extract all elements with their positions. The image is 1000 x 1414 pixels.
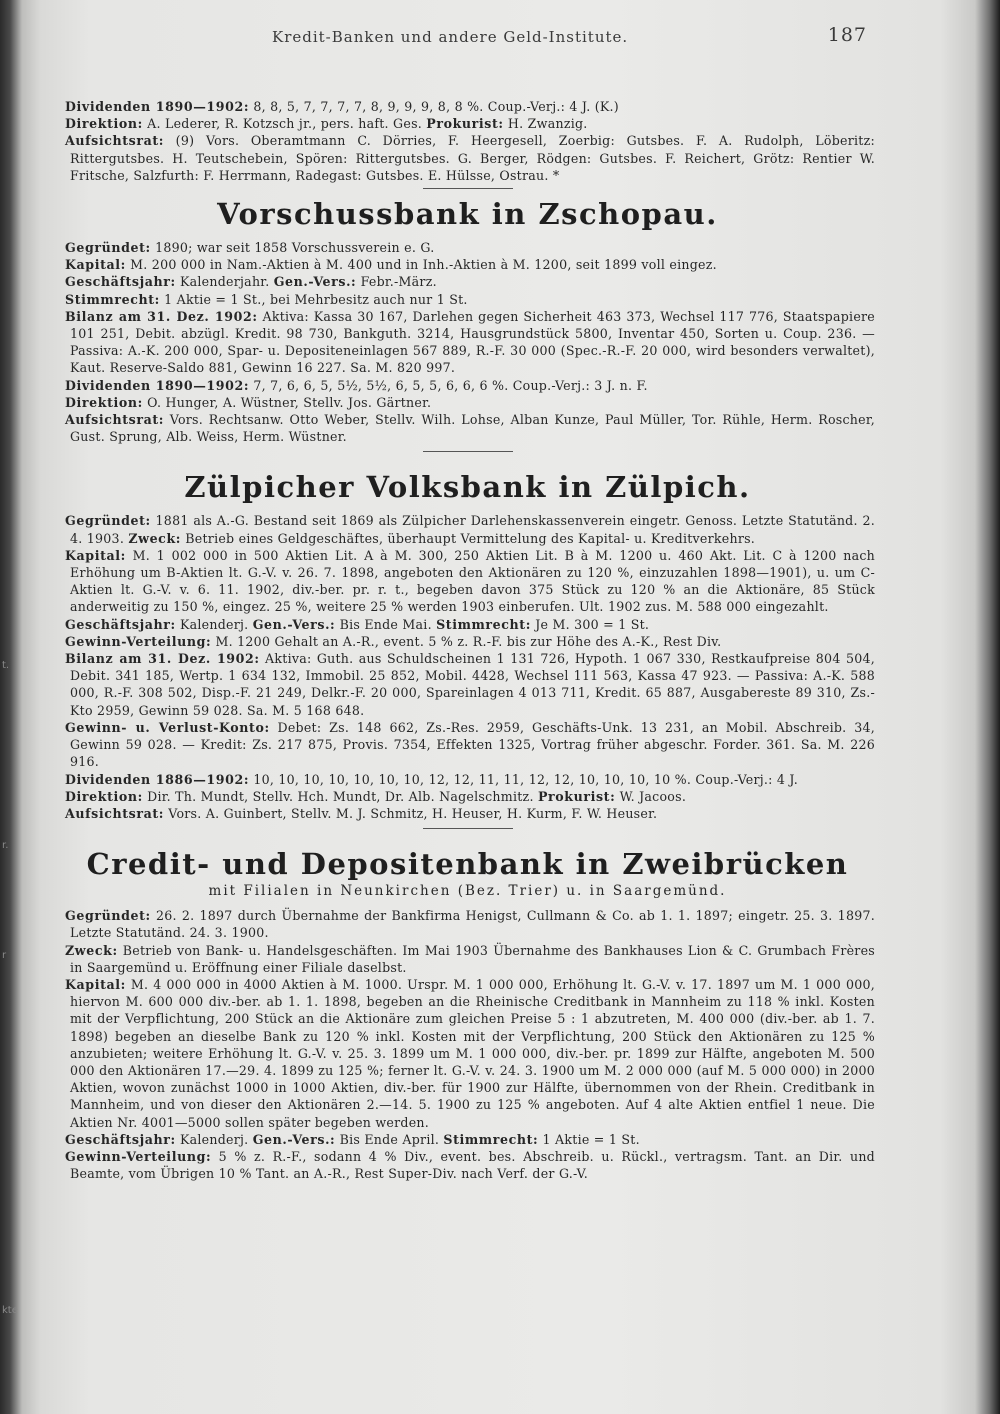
entry-paragraph: Aufsichtsrat: (9) Vors. Oberamtmann C. Dörries, F. Heergesell, Zoerbig: Gutsbes. F. A. Rudolph, Löberitz: Rittergutsbes. H. Teutschebein, Spören: Rittergutsbes. G. Berger, Rödgen: Gutsbes. F. Reichert, Grötz: Rentier W. Fritsche, Salzfurth: F. Herrmann, Radegast: Gutsbes. E. Hülsse, Ostrau. * (65, 133, 875, 183)
separator-rule (423, 188, 513, 189)
entry-paragraph: Dividenden 1890—1902: 7, 7, 6, 6, 5, 5½, 5½, 6, 5, 5, 6, 6, 6 %. Coup.-Verj.: 3 J. n. F. (65, 377, 648, 393)
entry-paragraph: Geschäftsjahr: Kalenderjahr. Gen.-Vers.: Febr.-März. (65, 274, 437, 290)
margin-fragment: r. (2, 840, 9, 851)
entry-paragraph: Geschäftsjahr: Kalenderj. Gen.-Vers.: Bis Ende April. Stimmrecht: 1 Aktie = 1 St. (65, 1131, 640, 1147)
section-title: Credit- und Depositenbank in Zweibrücken (86, 847, 849, 882)
entry-paragraph: Gewinn-Verteilung: M. 1200 Gehalt an A.-R., event. 5 % z. R.-F. bis zur Höhe des A.-K., Rest Div. (65, 633, 722, 649)
running-title: Kredit-Banken und andere Geld-Institute. (272, 28, 629, 46)
entry-paragraph: Bilanz am 31. Dez. 1902: Aktiva: Guth. aus Schuldscheinen 1 131 726, Hypoth. 1 067 330, Restkaufpreise 804 504, Debit. 341 185, Wertp. 1 634 132, Immobil. 25 852, Mobil. 4428, Wechsel 111 563, Kassa 47 923. — Passiva: A.-K. 588 000, R.-F. 308 502, Disp.-F. 21 249, Delkr.-F. 20 000, Spareinlagen 4 013 711, Kredit. 65 887, Ausgabereste 89 310, Zs.-Kto 2959, Gewinn 59 028. Sa. M. 5 168 648. (65, 651, 875, 718)
entry-paragraph: Bilanz am 31. Dez. 1902: Aktiva: Kassa 30 167, Darlehen gegen Sicherheit 463 373, Wechsel 117 776, Staatspapiere 101 251, Debit. abzügl. Kredit. 98 730, Bankguth. 3214, Hausgrundstück 5800, Inventar 450, Sorten u. Coup. 236. — Passiva: A.-K. 200 000, Spar- u. Depositeneinlagen 567 889, R.-F. 30 000 (Spec.-R.-F. 20 000, wird besonders verwaltet), Kaut. Reserve-Saldo 881, Gewinn 16 227. Sa. M. 820 997. (65, 308, 875, 376)
entry-paragraph: Stimmrecht: 1 Aktie = 1 St., bei Mehrbesitz auch nur 1 St. (65, 291, 468, 307)
entry-paragraph: Gegründet: 1890; war seit 1858 Vorschussverein e. G. (65, 240, 435, 256)
previous-entry-continuation (60, 98, 875, 184)
margin-fragment: t. (2, 660, 10, 671)
entry-paragraph: Direktion: A. Lederer, R. Kotzsch jr., pers. haft. Ges. Prokurist: H. Zwanzig. (65, 116, 588, 132)
entry-paragraph: Aufsichtsrat: Vors. A. Guinbert, Stellv. M. J. Schmitz, H. Heuser, H. Kurm, F. W. Heuser. (65, 805, 658, 821)
entry-paragraph: Dividenden 1886—1902: 10, 10, 10, 10, 10, 10, 10, 12, 12, 11, 11, 12, 12, 10, 10, 10, 10 %. Coup.-Verj.: 4 J. (65, 771, 798, 787)
margin-fragment: r (2, 950, 7, 961)
entry-paragraph: Gegründet: 1881 als A.-G. Bestand seit 1869 als Zülpicher Darlehenskassenverein eingetr. Genoss. Letzte Statutänd. 2. 4. 1903. Zweck: Betrieb eines Geldgeschäftes, überhaupt Vermittelung des Kapital- u. Kreditverkehrs. (65, 513, 875, 546)
section-body (60, 239, 875, 445)
entry-paragraph: Aufsichtsrat: Vors. Rechtsanw. Otto Weber, Stellv. Wilh. Lohse, Alban Kunze, Paul Müller, Tor. Rühle, Herm. Roscher, Gust. Sprung, Alb. Weiss, Herm. Wüstner. (65, 412, 875, 445)
separator-rule (423, 828, 513, 829)
entry-paragraph: Kapital: M. 200 000 in Nam.-Aktien à M. 400 und in Inh.-Aktien à M. 1200, seit 1899 voll eingez. (65, 257, 717, 273)
entry-paragraph: Zweck: Betrieb von Bank- u. Handelsgeschäften. Im Mai 1903 Übernahme des Bankhauses Lion & C. Grumbach Frères in Saargemünd u. Eröffnung einer Filiale daselbst. (65, 942, 875, 975)
separator-rule (423, 451, 513, 452)
section-subtitle: mit Filialen in Neunkirchen (Bez. Trier) u. in Saargemünd. (208, 883, 727, 900)
entry-paragraph: Gewinn-Verteilung: 5 % z. R.-F., sodann 4 % Div., event. bes. Abschreib. u. Rückl., vertragsm. Tant. an Dir. und Beamte, vom Übrigen 10 % Tant. an A.-R., Rest Super-Div. nach Verf. der G.-V. (65, 1148, 875, 1182)
entry-paragraph: Geschäftsjahr: Kalenderj. Gen.-Vers.: Bis Ende Mai. Stimmrecht: Je M. 300 = 1 St. (65, 616, 650, 632)
page-content (60, 24, 875, 1182)
entry-paragraph: Direktion: O. Hunger, A. Wüstner, Stellv. Jos. Gärtner. (65, 394, 432, 410)
section-body (60, 907, 875, 1182)
running-head (60, 24, 875, 52)
entry-paragraph: Direktion: Dir. Th. Mundt, Stellv. Hch. Mundt, Dr. Alb. Nagelschmitz. Prokurist: W. Jacoos. (65, 788, 687, 804)
section-title: Zülpicher Volksbank in Zülpich. (184, 470, 751, 505)
section-body (60, 512, 875, 822)
page-number: 187 (827, 24, 867, 46)
entry-paragraph: Gewinn- u. Verlust-Konto: Debet: Zs. 148 662, Zs.-Res. 2959, Geschäfts-Unk. 13 231, an Mobil. Abschreib. 34, Gewinn 59 028. — Kredit: Zs. 217 875, Provis. 7354, Effekten 1325, Vortrag früher abgeschr. Forder. 361. Sa. M. 226 916. (65, 719, 875, 770)
margin-fragment: kte (2, 1305, 18, 1316)
entry-paragraph: Gegründet: 26. 2. 1897 durch Übernahme der Bankfirma Henigst, Cullmann & Co. ab 1. 1. 1897; eingetr. 25. 3. 1897. Letzte Statutänd. 24. 3. 1900. (65, 908, 875, 941)
entry-paragraph: Kapital: M. 4 000 000 in 4000 Aktien à M. 1000. Urspr. M. 1 000 000, Erhöhung lt. G.-V. v. 17. 1897 um M. 1 000 000, hiervon M. 600 000 div.-ber. ab 1. 1. 1898, begeben an die Rheinische Creditbank in Mannheim zu 118 % inkl. Kosten mit der Verpflichtung, 200 Stück an die Aktionäre zum gleichen Preise 5 : 1 abzutreten, M. 400 000 (div.-ber. ab 1. 7. 1898) begeben an dieselbe Bank zu 120 % inkl. Kosten mit der Verpflichtung, 200 Stück den Aktionären zu 125 % anzubieten; weitere Erhöhung lt. G.-V. v. 25. 3. 1899 um M. 1 000 000, div.-ber. pr. 1899 zur Hälfte, angeboten M. 500 000 den Aktionären 17.—29. 4. 1899 zu 125 %; ferner lt. G.-V. v. 24. 3. 1900 um M. 2 000 000 (auf M. 5 000 000) in 2000 Aktien, wovon zunächst 1000 in 1000 Aktien, div.-ber. für 1900 zur Hälfte, übernommen von der Rhein. Creditbank in Mannheim, und von dieser den Aktionären 2.—14. 5. 1900 zu 125 % angeboten. Auf 4 alte Aktien entfiel 1 neue. Die Aktien Nr. 4001—5000 sollen später begeben werden. (65, 976, 875, 1130)
section-title: Vorschussbank in Zschopau. (217, 197, 718, 232)
entry-paragraph: Dividenden 1890—1902: 8, 8, 5, 7, 7, 7, 7, 8, 9, 9, 9, 8, 8 %. Coup.-Verj.: 4 J. (K.) (65, 99, 619, 114)
entry-paragraph: Kapital: M. 1 002 000 in 500 Aktien Lit. A à M. 300, 250 Aktien Lit. B à M. 1200 u. 460 Akt. Lit. C à 1200 nach Erhöhung um B-Aktien lt. G.-V. v. 26. 7. 1898, angeboten den Aktionären zu 120 %, einzuzahlen 1898—1901), u. um C-Aktien lt. G.-V. v. 6. 11. 1902, div.-ber. pr. r. t., begeben davon 375 Stück zu 120 % an die Aktionäre, 85 Stück anderweitig zu 150 %, eingez. 25 %, weitere 25 % werden 1903 einberufen. Ult. 1902 zus. M. 588 000 eingezahlt. (65, 547, 875, 615)
